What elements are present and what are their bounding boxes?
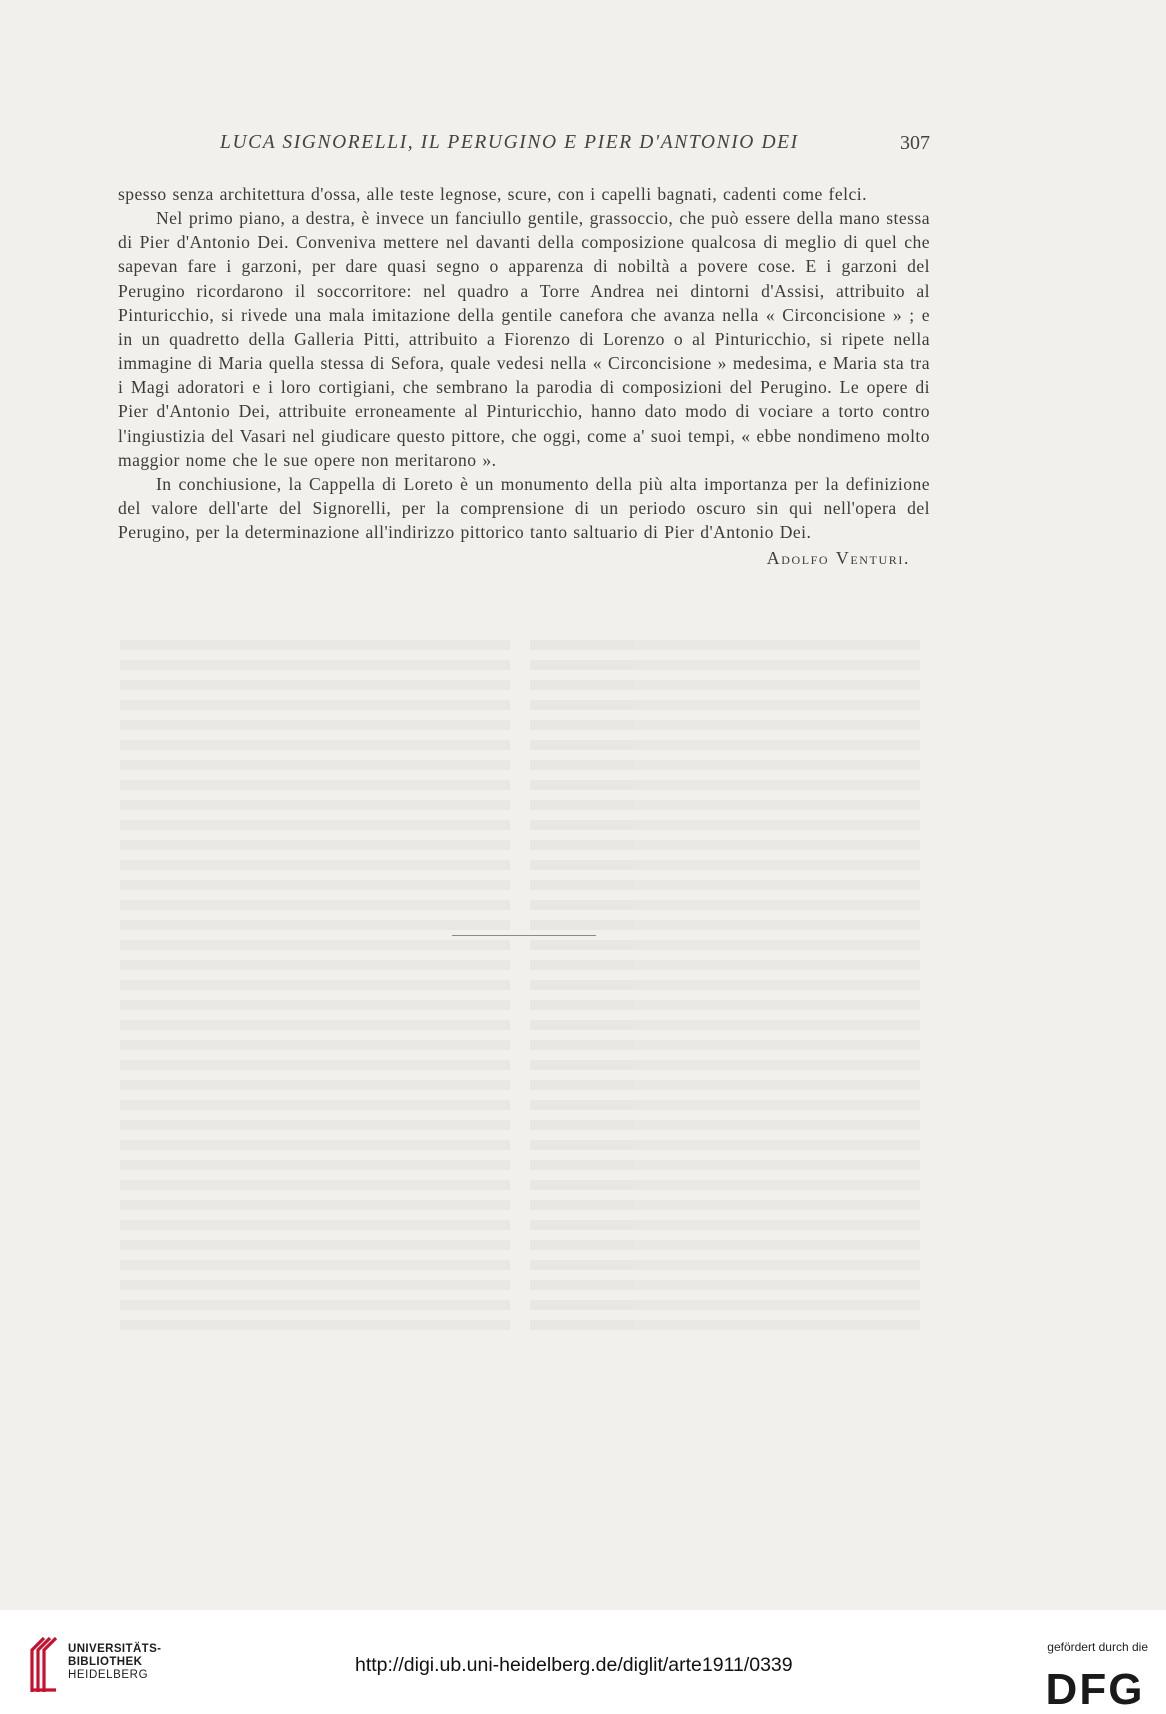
page-number: 307 (900, 132, 930, 154)
running-title: LUCA SIGNORELLI, IL PERUGINO E PIER D'ANTONIO DEI (220, 132, 799, 153)
library-logo-icon[interactable] (26, 1636, 60, 1694)
dfg-logo-icon[interactable] (1042, 1666, 1148, 1708)
permalink-url[interactable]: http://digi.ub.uni-heidelberg.de/diglit/arte1911/0339 (355, 1654, 793, 1676)
paragraph: Nel primo piano, a destra, è invece un fanciullo gentile, grassoccio, che può essere della mano stessa di Pier d'Antonio Dei. Conveniva mettere nel davanti della composizione qualcosa di meglio di quel che sapevan fare i garzoni, per dare quasi segno o apparenza di nobiltà a povere cose. E i garzoni del Perugino ricordarono il soccorritore: nel quadro a Torre Andrea nei dintorni d'Assisi, attribuito al Pinturicchio, si rivede una mala imitazione della gentile canefora che avanza nella « Circoncisione » ; e in un quadretto della Galleria Pitti, attribuito a Fiorenzo di Lorenzo o al Pinturicchio, si ripete nella immagine di Maria quella stessa di Sefora, quale vedesi nella « Circoncisione » medesima, e Maria sta tra i Magi adoratori e i loro cortigiani, che sembrano la parodia di composizioni del Perugino. Le opere di Pier d'Antonio Dei, attribuite erroneamente al Pinturicchio, hanno dato modo di vociare a torto contro l'ingiustizia del Vasari nel giudicare questo pittore, che oggi, come a' suoi tempi, « ebbe nondimeno molto maggior nome che le sue opere non meritarono ». (118, 208, 930, 470)
library-name (68, 1643, 161, 1682)
author-signature: Adolfo Venturi. (766, 548, 910, 569)
bleed-through-left-column (120, 640, 510, 1340)
section-divider (452, 935, 596, 936)
digitization-footer (0, 1610, 1166, 1714)
library-line: HEIDELBERG (68, 1669, 149, 1681)
bleed-through-right-column (530, 640, 920, 1340)
library-line: UNIVERSITÄTS- (68, 1643, 162, 1655)
paragraph: In conchiusione, la Cappella di Loreto è un monumento della più alta importanza per la definizione del valore dell'arte del Signorelli, per la comprensione di un periodo oscuro sin qui nell'opera del Perugino, per la determinazione all'indirizzo pittorico tanto saltuario di Pier d'Antonio Dei. (118, 473, 930, 543)
dfg-logo-text: DFG (1045, 1666, 1145, 1708)
bleed-through (120, 640, 950, 1360)
paragraph: spesso senza architettura d'ossa, alle teste legnose, scure, con i capelli bagnati, cadenti come felci. (118, 184, 867, 204)
library-line: BIBLIOTHEK (68, 1656, 143, 1668)
article-body (118, 182, 930, 571)
running-head (120, 132, 950, 162)
funding-caption: gefördert durch die (1047, 1640, 1148, 1654)
